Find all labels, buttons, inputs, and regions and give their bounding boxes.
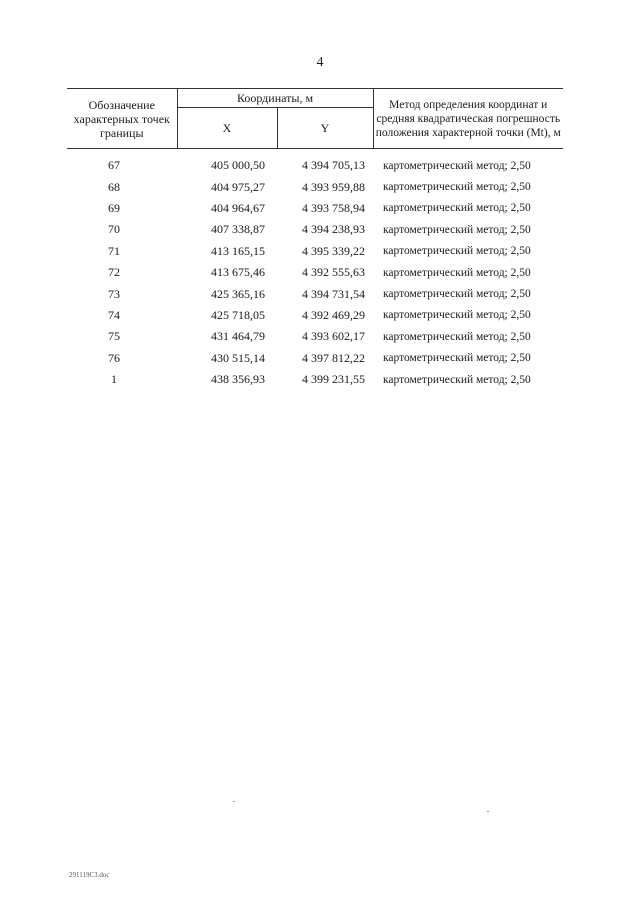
point-cell: 72 [108, 265, 120, 280]
table-header [67, 89, 563, 149]
table-row [67, 219, 563, 240]
point-cell: 73 [108, 286, 120, 301]
point-cell: 75 [108, 329, 120, 344]
y-cell: 4 395 339,22 [302, 243, 365, 258]
method-cell: картометрический метод; 2,50 [383, 330, 531, 343]
y-cell: 4 394 731,54 [302, 286, 365, 301]
y-cell: 4 397 812,22 [302, 350, 365, 365]
y-cell: 4 392 555,63 [302, 265, 365, 280]
y-cell: 4 393 959,88 [302, 179, 365, 194]
method-header: Метод определения координат и средняя квадратическая погрешность положения характерной точки (Mt), м [373, 89, 563, 149]
table-row [67, 305, 563, 326]
designation-header: Обозначение характерных точек границы [67, 89, 177, 149]
method-cell: картометрический метод; 2,50 [383, 223, 531, 236]
x-cell: 431 464,79 [211, 329, 265, 344]
table-row [67, 326, 563, 347]
method-cell: картометрический метод; 2,50 [383, 202, 531, 215]
y-cell: 4 392 469,29 [302, 307, 365, 322]
table-row [67, 176, 563, 197]
point-cell: 71 [108, 243, 120, 258]
y-cell: 4 394 238,93 [302, 222, 365, 237]
table-row [67, 348, 563, 369]
x-cell: 413 165,15 [211, 243, 265, 258]
table-row [67, 198, 563, 219]
y-cell: 4 393 602,17 [302, 329, 365, 344]
x-cell: 430 515,14 [211, 350, 265, 365]
x-cell: 404 964,67 [211, 200, 265, 215]
method-cell: картометрический метод; 2,50 [383, 288, 531, 301]
method-cell: картометрический метод; 2,50 [383, 181, 531, 194]
method-cell: картометрический метод; 2,50 [383, 266, 531, 279]
coordinates-group-header: Координаты, м [177, 89, 373, 108]
point-cell: 67 [108, 158, 120, 173]
y-cell: 4 394 705,13 [302, 158, 365, 173]
method-cell: картометрический метод; 2,50 [383, 352, 531, 365]
y-cell: 4 393 758,94 [302, 200, 365, 215]
x-cell: 407 338,87 [211, 222, 265, 237]
x-cell: 425 718,05 [211, 307, 265, 322]
method-cell: картометрический метод; 2,50 [383, 245, 531, 258]
point-cell: 69 [108, 200, 120, 215]
point-cell: 1 [111, 372, 117, 387]
point-cell: 76 [108, 350, 120, 365]
x-cell: 404 975,27 [211, 179, 265, 194]
y-header: Y [277, 108, 373, 149]
table-row [67, 262, 563, 283]
table-row [67, 241, 563, 262]
footer-filename: 291119C3.doc [69, 871, 110, 879]
method-cell: картометрический метод; 2,50 [383, 373, 531, 386]
x-header: X [177, 108, 277, 149]
table-body [67, 149, 563, 391]
x-cell: 413 675,46 [211, 265, 265, 280]
table-row [67, 149, 563, 177]
point-cell: 68 [108, 179, 120, 194]
x-cell: 405 000,50 [211, 158, 265, 173]
scan-speck [233, 801, 235, 802]
table-row [67, 283, 563, 304]
x-cell: 438 356,93 [211, 372, 265, 387]
method-cell: картометрический метод; 2,50 [383, 159, 531, 172]
method-cell: картометрический метод; 2,50 [383, 309, 531, 322]
point-cell: 70 [108, 222, 120, 237]
point-cell: 74 [108, 307, 120, 322]
x-cell: 425 365,16 [211, 286, 265, 301]
table-row [67, 369, 563, 390]
page-number: 4 [316, 55, 324, 70]
scan-speck [487, 811, 489, 812]
y-cell: 4 399 231,55 [302, 372, 365, 387]
coordinates-table [67, 88, 563, 390]
